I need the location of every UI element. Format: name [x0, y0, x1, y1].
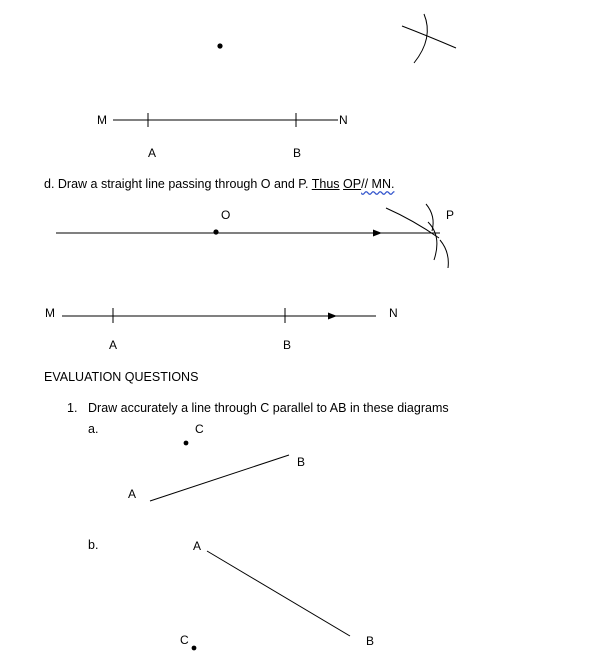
question-1-number: 1. — [67, 401, 78, 415]
step-d-mn: MN. — [368, 177, 395, 191]
fig2-arc-4 — [440, 240, 448, 268]
fig2-arrowhead-op — [373, 230, 382, 237]
fig2-arc-3 — [428, 222, 437, 260]
fig2-label-p: P — [446, 208, 455, 222]
fig2-label-n: N — [389, 306, 398, 320]
fig1-point-o — [217, 43, 222, 48]
part-b-marker: b. — [88, 538, 99, 552]
qb-point-c — [192, 646, 197, 651]
fig1-label-n: N — [339, 113, 348, 127]
evaluation-heading: EVALUATION QUESTIONS — [44, 370, 199, 384]
fig2-label-b: B — [283, 338, 292, 352]
fig2-point-o — [213, 229, 218, 234]
qa-line-ab — [150, 455, 289, 501]
fig1-arc-2 — [414, 14, 427, 63]
fig1-label-m: M — [97, 113, 107, 127]
qb-label-a: A — [193, 539, 202, 553]
part-a-marker: a. — [88, 422, 99, 436]
question-1-text: Draw accurately a line through C parallel to AB in these diagrams — [88, 401, 449, 415]
fig1-label-b: B — [293, 146, 302, 160]
step-d-op: OP — [343, 177, 362, 191]
qb-line-ab — [207, 551, 350, 636]
fig2-arrowhead-mn — [328, 313, 337, 320]
fig1-arc-1 — [402, 26, 456, 48]
qa-label-c: C — [195, 422, 204, 436]
qa-label-b: B — [297, 455, 306, 469]
fig2-label-o: O — [221, 208, 231, 222]
qb-label-c: C — [180, 633, 189, 647]
step-d-text: d. Draw a straight line passing through O and P. — [44, 177, 312, 191]
qa-label-a: A — [128, 487, 137, 501]
step-d-parallel: // — [361, 177, 369, 191]
fig2-label-m: M — [45, 306, 55, 320]
step-d-instruction — [44, 177, 394, 192]
qb-label-b: B — [366, 634, 375, 648]
fig1-label-a: A — [148, 146, 157, 160]
step-d-thus: Thus — [311, 177, 340, 191]
fig2-label-a: A — [109, 338, 118, 352]
qa-point-c — [184, 441, 189, 446]
